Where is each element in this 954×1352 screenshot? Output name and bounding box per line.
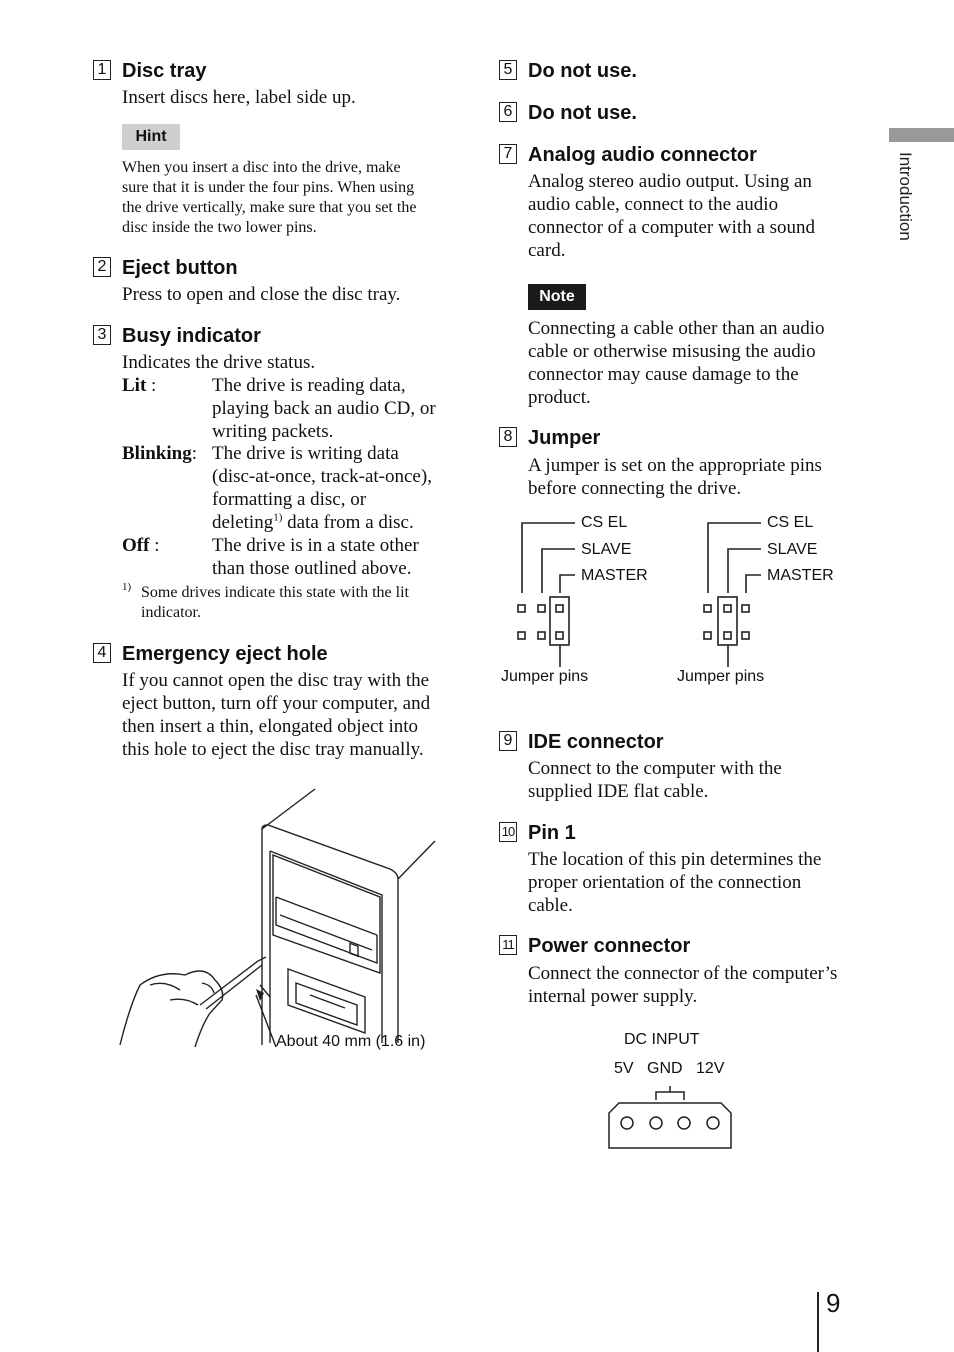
term-blinking: Blinking: xyxy=(122,443,197,464)
heading-eject-button: Eject button xyxy=(122,257,238,279)
heading-do-not-use-6: Do not use. xyxy=(528,102,637,124)
jumper-left-master: MASTER xyxy=(581,567,648,584)
text-analog-audio: Analog stereo audio output. Using an audio cable, connect to the audio connector of a computer with a sound card. xyxy=(528,171,816,261)
note-badge: Note xyxy=(528,284,586,310)
text-busy-indicator: Indicates the drive status. xyxy=(122,352,316,373)
jumper-right-slave: SLAVE xyxy=(767,541,818,558)
item-number-3: 3 xyxy=(93,325,111,345)
side-tab-bar xyxy=(889,128,954,142)
power-gnd-label: GND xyxy=(647,1060,683,1077)
item-number-2: 2 xyxy=(93,257,111,277)
heading-analog-audio: Analog audio connector xyxy=(528,144,757,166)
footnote-mark: 1) xyxy=(122,581,132,593)
heading-emergency-eject: Emergency eject hole xyxy=(122,643,328,665)
footnote-text: Some drives indicate this state with the lit indicator. xyxy=(141,584,409,621)
side-tab-label: Introduction xyxy=(896,152,915,241)
page-number-divider xyxy=(817,1292,819,1352)
heading-power-connector: Power connector xyxy=(528,935,691,957)
jumper-diagram-right xyxy=(696,515,846,675)
note-text: Connecting a cable other than an audio cable or otherwise misusing the audio connector may cause damage to the product. xyxy=(528,318,825,408)
jumper-diagram-left xyxy=(510,515,660,675)
jumper-right-master: MASTER xyxy=(767,567,834,584)
power-dc-input-label: DC INPUT xyxy=(624,1031,700,1048)
eject-distance-caption: About 40 mm (1.6 in) xyxy=(276,1033,426,1050)
text-eject-button: Press to open and close the disc tray. xyxy=(122,284,401,305)
jumper-left-cs-el: CS EL xyxy=(581,514,628,531)
term-off: Off : xyxy=(122,535,160,556)
item-number-8: 8 xyxy=(499,427,517,447)
jumper-left-slave: SLAVE xyxy=(581,541,632,558)
desc-off: The drive is in a state other than those outlined above. xyxy=(212,535,419,579)
power-5v-label: 5V xyxy=(614,1060,634,1077)
text-ide-connector: Connect to the computer with the supplied IDE flat cable. xyxy=(528,758,782,802)
power-12v-label: 12V xyxy=(696,1060,725,1077)
heading-pin-1: Pin 1 xyxy=(528,822,576,844)
item-number-7: 7 xyxy=(499,144,517,164)
heading-ide-connector: IDE connector xyxy=(528,731,664,753)
item-number-11: 11 xyxy=(499,935,517,955)
text-power-connector: Connect the connector of the computer’s internal power supply. xyxy=(528,963,838,1007)
heading-disc-tray: Disc tray xyxy=(122,60,207,82)
heading-jumper: Jumper xyxy=(528,427,601,449)
hint-badge: Hint xyxy=(122,124,180,150)
emergency-eject-illustration xyxy=(110,785,450,1055)
desc-blinking: The drive is writing data (disc-at-once, track-at-once), formatting a disc, or deleting$^{1)}$ data from a disc. xyxy=(212,443,432,533)
page-number: 9 xyxy=(826,1288,841,1318)
heading-busy-indicator: Busy indicator xyxy=(122,325,261,347)
desc-lit: The drive is reading data, playing back an audio CD, or writing packets. xyxy=(212,375,436,442)
heading-do-not-use-5: Do not use. xyxy=(528,60,637,82)
item-number-1: 1 xyxy=(93,60,111,80)
jumper-right-pins-label: Jumper pins xyxy=(677,668,765,685)
text-jumper: A jumper is set on the appropriate pins before connecting the drive. xyxy=(528,455,822,499)
hint-text: When you insert a disc into the drive, make sure that it is under the four pins. When using the drive vertically, make sure that you set the disc inside the two lower pins. xyxy=(122,159,417,236)
text-pin-1: The location of this pin determines the proper orientation of the connection cable. xyxy=(528,849,822,916)
item-number-10: 10 xyxy=(499,822,517,842)
text-disc-tray: Insert discs here, label side up. xyxy=(122,87,356,108)
item-number-4: 4 xyxy=(93,643,111,663)
jumper-right-cs-el: CS EL xyxy=(767,514,814,531)
item-number-6: 6 xyxy=(499,102,517,122)
text-emergency-eject: If you cannot open the disc tray with the eject button, turn off your computer, and then insert a thin, elongated object into this hole to eject the disc tray manually. xyxy=(122,670,431,760)
jumper-left-pins-label: Jumper pins xyxy=(501,668,589,685)
term-lit: Lit : xyxy=(122,375,157,396)
item-number-5: 5 xyxy=(499,60,517,80)
power-connector-diagram xyxy=(605,1080,735,1152)
item-number-9: 9 xyxy=(499,731,517,751)
